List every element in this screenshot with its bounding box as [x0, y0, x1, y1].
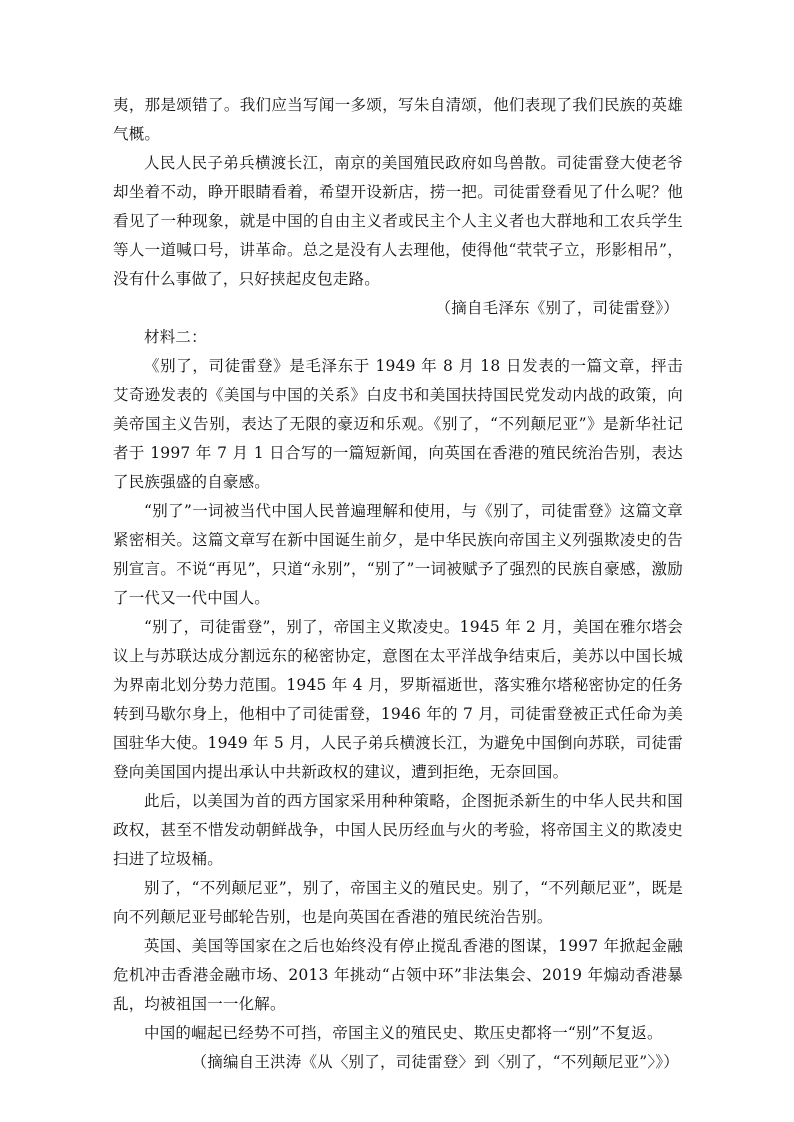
document-body: [113, 91, 683, 1077]
paragraph-bie-le-meaning: “别了”一词被当代中国人民普遍理解和使用，与《别了，司徒雷登》这篇文章紧密相关。这篇文章写在新中国诞生前夕，是中华民族向帝国主义列强欺凌史的告别宣言。不说“再见”，只道“永别”，“别了”一词被赋予了强烈的民族自豪感，激励了一代又一代中国人。: [113, 502, 683, 607]
source-citation-mao: （摘自毛泽东《别了，司徒雷登》）: [435, 299, 679, 317]
paragraph-continued: 夷，那是颂错了。我们应当写闻一多颂，写朱自清颂，他们表现了我们民族的英雄气概。: [113, 96, 683, 143]
paragraph-britannia: 别了，“不列颠尼亚”，别了，帝国主义的殖民史。别了，“不列颠尼亚”，既是向不列颠尼亚号邮轮告别，也是向英国在香港的殖民统治告别。: [113, 879, 683, 926]
paragraph-hongkong-interference: 英国、美国等国家在之后也始终没有停止搅乱香港的图谋，1997 年掀起金融危机冲击香港金融市场、2013 年挑动“占领中环”非法集会、2019 年煽动香港暴乱，均被祖国一一化解。: [113, 937, 683, 1013]
paragraph-western-strategies: 此后，以美国为首的西方国家采用种种策略，企图扼杀新生的中华人民共和国政权，甚至不惜发动朝鲜战争，中国人民历经血与火的考验，将帝国主义的欺凌史扫进了垃圾桶。: [113, 792, 683, 868]
paragraph-china-rise: 中国的崛起已经势不可挡，帝国主义的殖民史、欺压史都将一“别”不复返。: [144, 1024, 663, 1042]
paragraph-nanjing: 人民人民子弟兵横渡长江，南京的美国殖民政府如鸟兽散。司徒雷登大使老爷却坐着不动，睁开眼睛看着，希望开设新店，捞一把。司徒雷登看见了什么呢？他看见了一种现象，就是中国的自由主义者或民主个人主义者也大群地和工农兵学生等人一道喊口号，讲革命。总之是没有人去理他，使得他“茕茕孑立，形影相吊”，没有什么事做了，只好挟起皮包走路。: [113, 154, 683, 288]
paragraph-history-stuart: “别了，司徒雷登”，别了，帝国主义欺凌史。1945 年 2 月，美国在雅尔塔会议上与苏联达成分割远东的秘密协定，意图在太平洋战争结束后，美苏以中国长城为界南北划分势力范围。1945 年 4 月，罗斯福逝世，落实雅尔塔秘密协定的任务转到马歇尔身上，他相中了司徒雷登，1946 年的 7 月，司徒雷登被正式任命为美国驻华大使。1949 年 5 月，人民子弟兵横渡长江，为避免中国倒向苏联，司徒雷登向美国国内提出承认中共新政权的建议，遭到拒绝，无奈回国。: [113, 618, 683, 781]
source-citation-wang: （摘编自王洪涛《从〈别了，司徒雷登〉到〈别了，“不列颠尼亚”〉》）: [191, 1053, 679, 1071]
material-two-heading: 材料二：: [144, 328, 207, 346]
paragraph-articles-intro: 《别了，司徒雷登》是毛泽东于 1949 年 8 月 18 日发表的一篇文章，抨击艾奇逊发表的《美国与中国的关系》白皮书和美国扶持国民党发动内战的政策，向美帝国主义告别，表达了无限的豪迈和乐观。《别了，“不列颠尼亚”》是新华社记者于 1997 年 7 月 1 日合写的一篇短新闻，向英国在香港的殖民统治告别，表达了民族强盛的自豪感。: [113, 357, 683, 491]
